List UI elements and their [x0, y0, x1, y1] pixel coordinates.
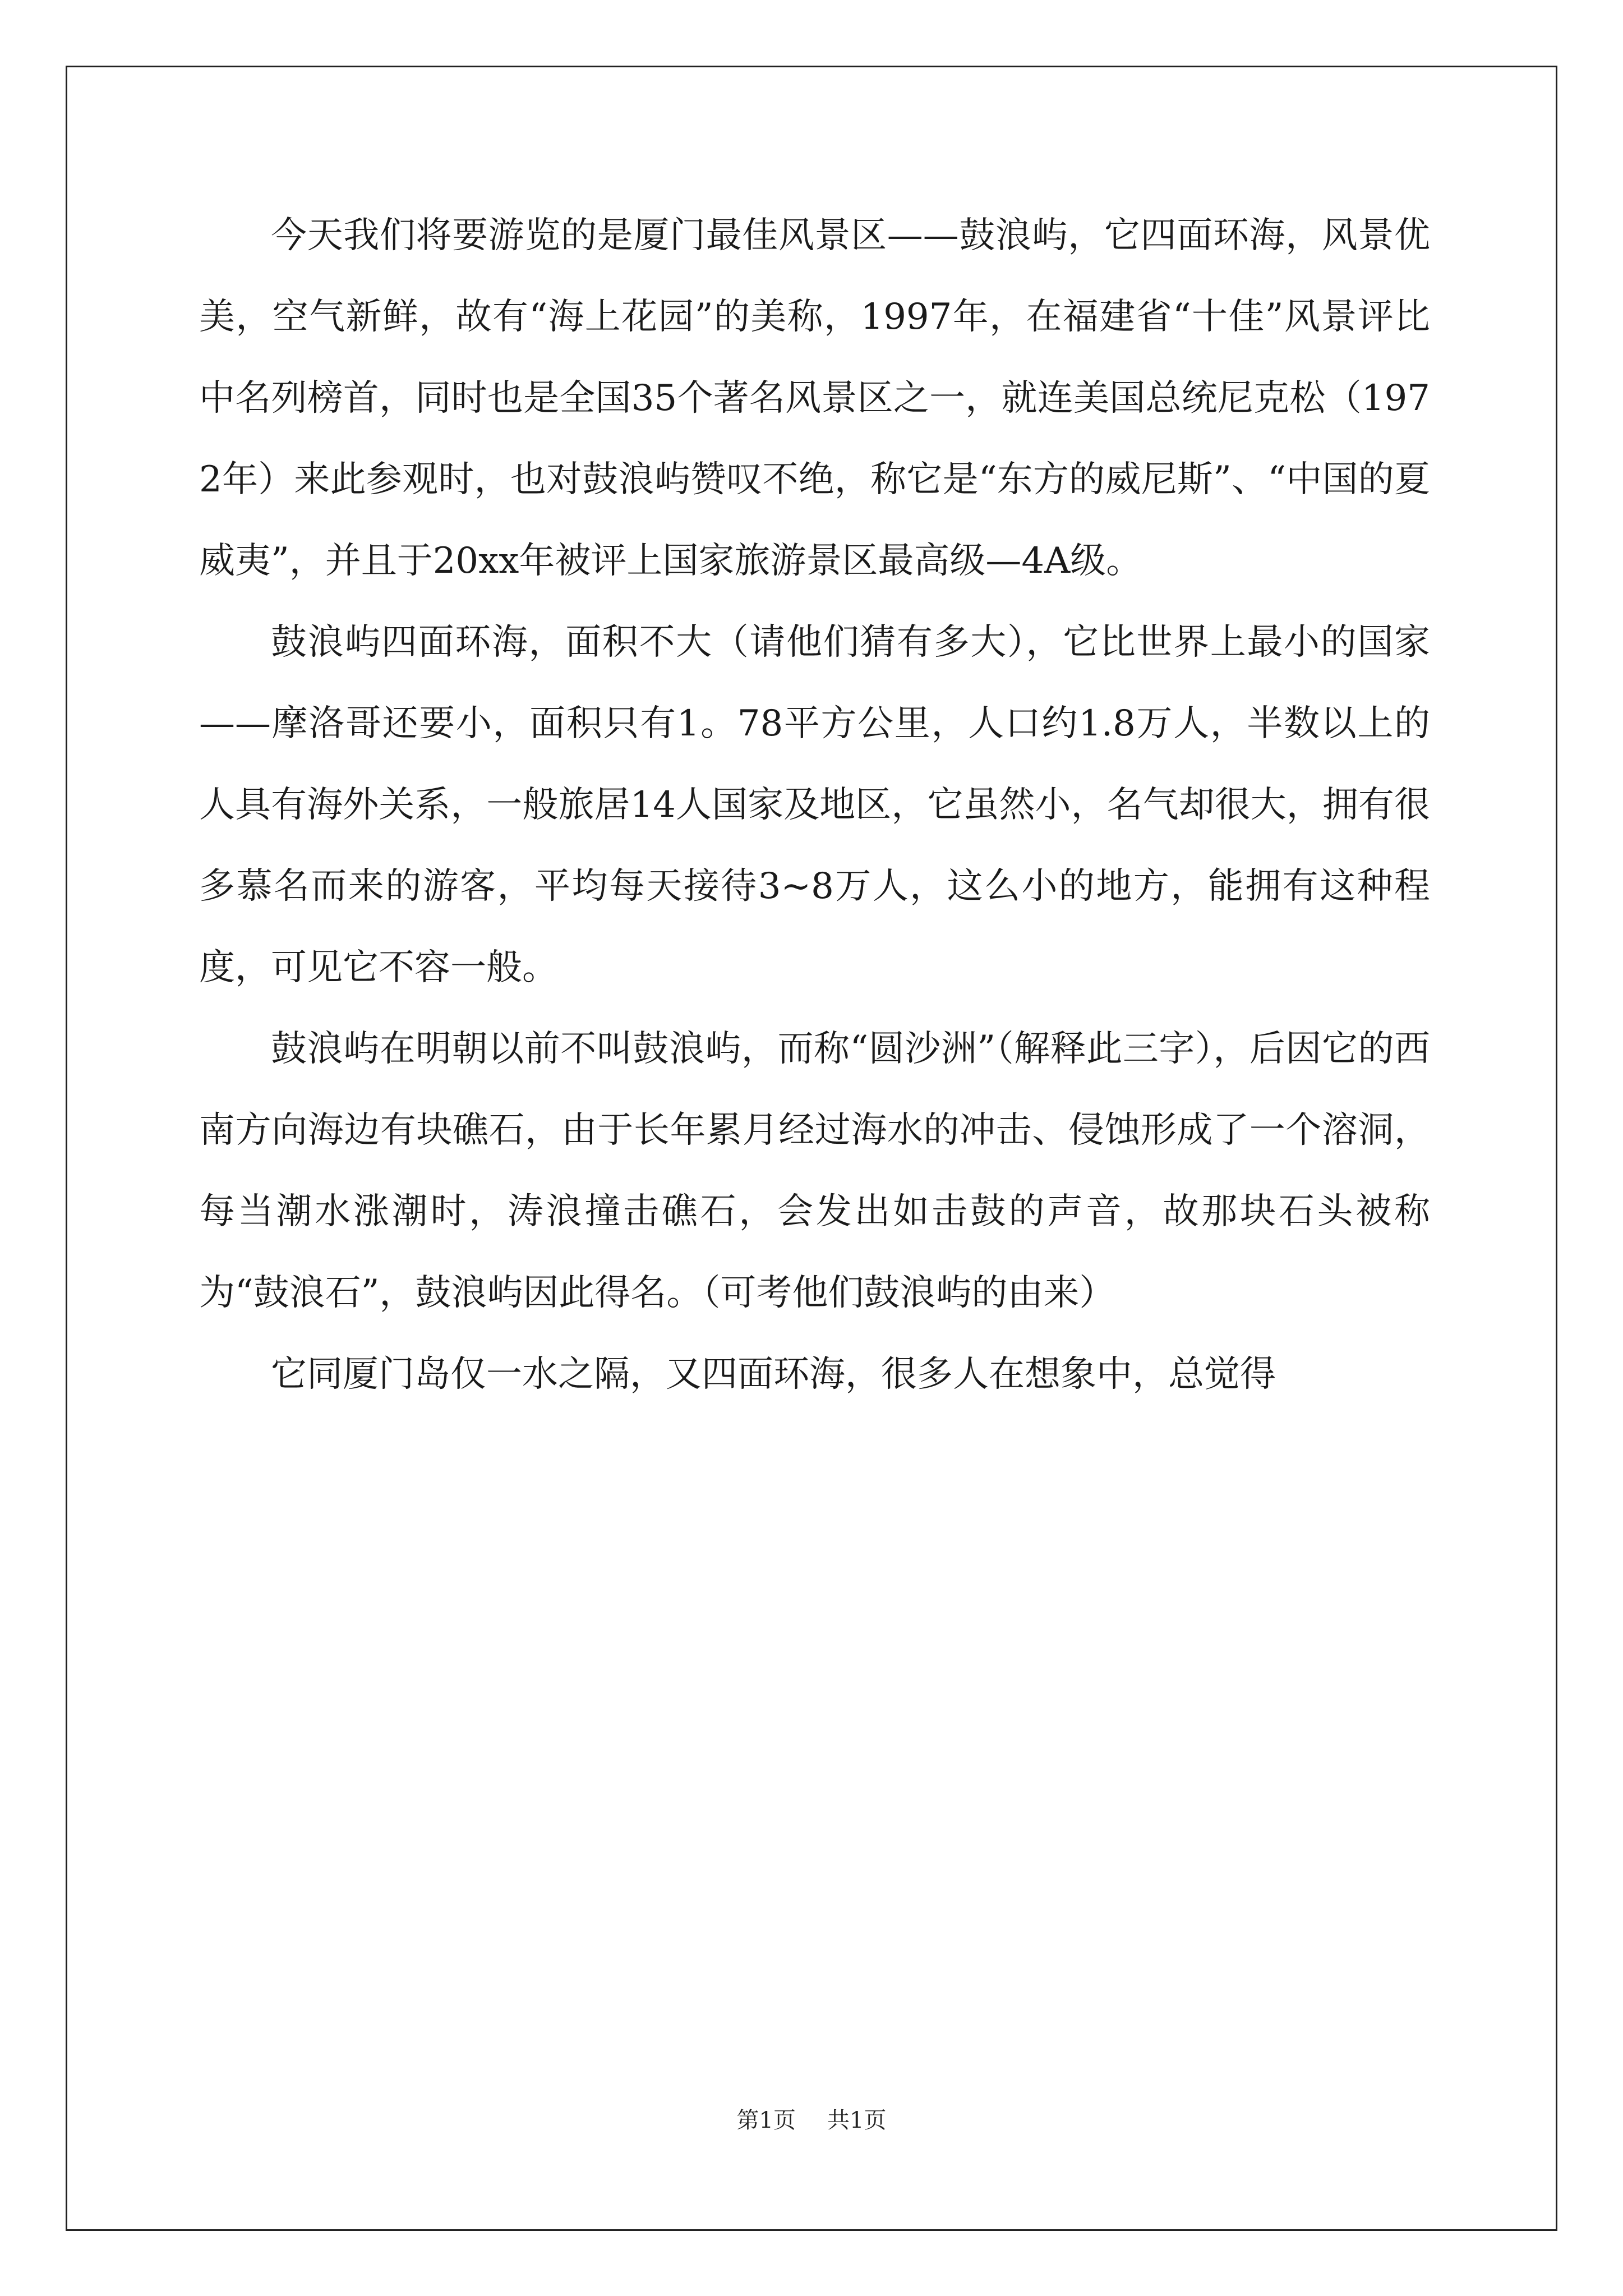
paragraph-2: 鼓浪屿四面环海，面积不大（请他们猜有多大），它比世界上最小的国家——摩洛哥还要小，面积只有1。78平方公里，人口约1.8万人，半数以上的人具有海外关系，一般旅居14人国家及地区，它虽然小，名气却很大，拥有很多慕名而来的游客，平均每天接待3~8万人，这么小的地方，能拥有这种程度，可见它不容一般。	[199, 622, 1430, 988]
page-number-total: 共1页	[827, 2108, 887, 2133]
page-number-current: 第1页	[736, 2108, 796, 2133]
paragraph-1: 今天我们将要游览的是厦门最佳风景区——鼓浪屿，它四面环海，风景优美，空气新鲜，故有“海上花园”的美称，1997年，在福建省“十佳”风景评比中名列榜首，同时也是全国35个著名风景区之一，就连美国总统尼克松（1972年）来此参观时，也对鼓浪屿赞叹不绝，称它是“东方的威尼斯”、“中国的夏威夷”，并且于20xx年被评上国家旅游景区最高级—4A级。	[199, 215, 1430, 582]
page-footer	[0, 2106, 1623, 2134]
paragraph-4: 它同厦门岛仅一水之隔，又四面环海，很多人在想象中，总觉得	[271, 1354, 1276, 1395]
paragraph-3: 鼓浪屿在明朝以前不叫鼓浪屿，而称“圆沙洲”（解释此三字），后因它的西南方向海边有块礁石，由于长年累月经过海水的冲击、侵蚀形成了一个溶洞，每当潮水涨潮时，涛浪撞击礁石，会发出如击鼓的声音，故那块石头被称为“鼓浪石”，鼓浪屿因此得名。（可考他们鼓浪屿的由来）	[199, 1028, 1430, 1314]
document-body	[199, 195, 1430, 2091]
